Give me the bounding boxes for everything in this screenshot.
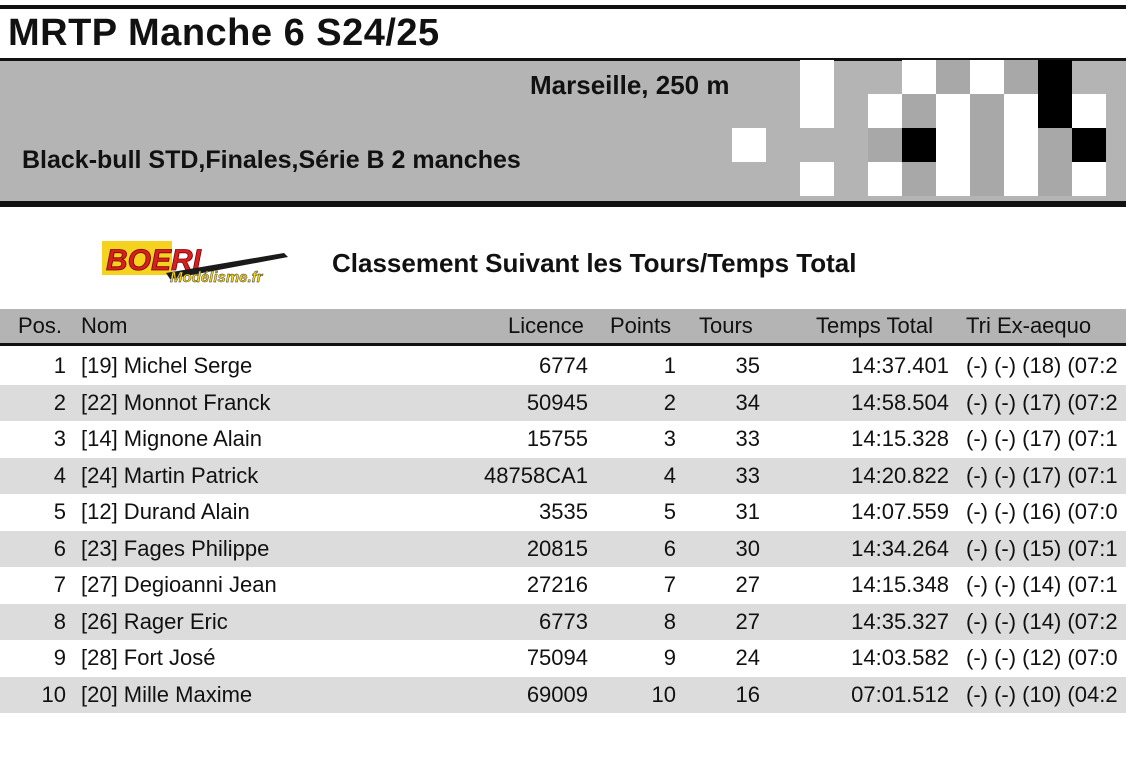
cell-tours: 33 <box>735 426 760 451</box>
cell-licence: 6773 <box>539 608 588 634</box>
checker-square <box>936 60 970 94</box>
cell-pos: 9 <box>53 645 66 670</box>
cell-points: 1 <box>663 353 676 378</box>
cell-nom: [19] Michel Serge <box>81 353 253 378</box>
checker-square <box>1038 128 1072 162</box>
cell-licence: 69009 <box>526 681 588 707</box>
cell-tri: (-) (-) (14) (07:2 <box>966 608 1118 634</box>
checker-square <box>868 94 902 128</box>
cell-licence: 27216 <box>526 572 588 597</box>
cell-points: 9 <box>663 645 676 670</box>
checker-square <box>936 162 970 196</box>
checker-square <box>732 128 766 162</box>
checker-square <box>1004 162 1038 196</box>
cell-temps: 14:58.504 <box>851 389 949 415</box>
cell-nom: [26] Rager Eric <box>81 608 228 634</box>
cell-tri: (-) (-) (12) (07:0 <box>966 645 1118 670</box>
cell-pos: 7 <box>53 572 66 597</box>
cell-tri: (-) (-) (15) (07:1 <box>966 535 1118 561</box>
checker-square <box>868 128 902 162</box>
cell-temps: 14:03.582 <box>851 645 949 670</box>
checker-square <box>1038 60 1072 94</box>
cell-temps: 14:20.822 <box>851 462 949 488</box>
cell-points: 8 <box>663 608 676 634</box>
cell-pos: 5 <box>53 499 66 524</box>
cell-licence: 15755 <box>526 426 588 451</box>
cell-temps: 07:01.512 <box>851 681 949 707</box>
cell-nom: [24] Martin Patrick <box>81 462 259 488</box>
race-location: Marseille, 250 m <box>530 70 730 100</box>
checker-square <box>970 60 1004 94</box>
logo-tagline: Modélisme.fr <box>170 269 263 285</box>
checker-square <box>902 60 936 94</box>
cell-temps: 14:35.327 <box>851 608 949 634</box>
checker-square <box>1072 128 1106 162</box>
table-row <box>0 677 1126 713</box>
cell-pos: 4 <box>53 462 66 488</box>
cell-tours: 31 <box>735 499 760 524</box>
checker-square <box>800 162 834 196</box>
cell-licence: 6774 <box>539 353 588 378</box>
col-nom: Nom <box>81 313 128 338</box>
checker-square <box>800 94 834 128</box>
table-row <box>0 458 1126 494</box>
cell-temps: 14:07.559 <box>851 499 949 524</box>
cell-points: 3 <box>663 426 676 451</box>
table-row <box>0 567 1126 603</box>
checker-square <box>936 94 970 128</box>
cell-licence: 48758CA1 <box>484 462 588 488</box>
checker-square <box>868 162 902 196</box>
cell-temps: 14:15.328 <box>851 426 949 451</box>
checker-square <box>1072 94 1106 128</box>
checker-square <box>1038 94 1072 128</box>
checker-square <box>1004 94 1038 128</box>
ranking-subtitle: Classement Suivant les Tours/Temps Total <box>332 248 857 278</box>
cell-points: 5 <box>663 499 676 524</box>
checker-square <box>970 128 1004 162</box>
col-tours: Tours <box>699 313 753 338</box>
cell-nom: [27] Degioanni Jean <box>81 572 277 597</box>
boeri-logo <box>102 237 292 285</box>
table-row <box>0 604 1126 640</box>
cell-tours: 27 <box>735 572 760 597</box>
cell-temps: 14:15.348 <box>851 572 949 597</box>
checker-square <box>970 162 1004 196</box>
cell-points: 4 <box>663 462 676 488</box>
cell-tours: 30 <box>735 535 760 561</box>
cell-pos: 2 <box>53 389 66 415</box>
checker-square <box>902 94 936 128</box>
cell-nom: [14] Mignone Alain <box>81 426 263 451</box>
col-temps: Temps Total <box>816 313 933 338</box>
col-licence: Licence <box>508 313 584 338</box>
cell-nom: [28] Fort José <box>81 645 216 670</box>
cell-pos: 1 <box>53 353 66 378</box>
page-title: MRTP Manche 6 S24/25 <box>8 12 440 54</box>
cell-tours: 16 <box>735 681 760 707</box>
cell-licence: 50945 <box>526 389 588 415</box>
race-category: Black-bull STD,Finales,Série B 2 manches <box>22 146 521 174</box>
checker-square <box>970 94 1004 128</box>
checker-square <box>1004 60 1038 94</box>
cell-tours: 34 <box>735 389 760 415</box>
col-pos: Pos. <box>18 313 63 338</box>
checker-square <box>1038 162 1072 196</box>
col-tri: Tri Ex-aequo <box>966 313 1092 338</box>
cell-nom: [22] Monnot Franck <box>81 389 271 415</box>
cell-nom: [20] Mille Maxime <box>81 681 253 707</box>
checker-square <box>902 162 936 196</box>
cell-tri: (-) (-) (16) (07:0 <box>966 499 1118 524</box>
cell-tri: (-) (-) (17) (07:1 <box>966 426 1118 451</box>
cell-licence: 3535 <box>539 499 588 524</box>
checker-square <box>902 128 936 162</box>
cell-pos: 3 <box>53 426 66 451</box>
cell-temps: 14:37.401 <box>851 353 949 378</box>
checker-square <box>1004 128 1038 162</box>
checkered-flag-pattern <box>730 58 1126 200</box>
cell-tours: 35 <box>735 353 760 378</box>
table-row <box>0 348 1126 384</box>
table-row <box>0 494 1126 530</box>
top-rule <box>0 5 1126 9</box>
cell-pos: 8 <box>53 608 66 634</box>
cell-tours: 27 <box>735 608 760 634</box>
cell-tri: (-) (-) (18) (07:2 <box>966 353 1118 378</box>
cell-temps: 14:34.264 <box>851 535 949 561</box>
cell-tri: (-) (-) (17) (07:2 <box>966 389 1118 415</box>
cell-points: 2 <box>663 389 676 415</box>
col-points: Points <box>610 313 672 338</box>
cell-nom: [12] Durand Alain <box>81 499 250 524</box>
table-row <box>0 385 1126 421</box>
cell-tri: (-) (-) (17) (07:1 <box>966 462 1118 488</box>
table-row <box>0 421 1126 457</box>
cell-licence: 20815 <box>526 535 588 561</box>
cell-points: 10 <box>651 681 676 707</box>
table-row <box>0 531 1126 567</box>
cell-tri: (-) (-) (10) (04:2 <box>966 681 1118 707</box>
cell-licence: 75094 <box>526 645 588 670</box>
cell-nom: [23] Fages Philippe <box>81 535 270 561</box>
cell-points: 6 <box>663 535 676 561</box>
checker-square <box>800 60 834 94</box>
cell-pos: 6 <box>53 535 66 561</box>
cell-tours: 33 <box>735 462 760 488</box>
logo-wordmark: BOERI <box>106 244 202 277</box>
cell-tri: (-) (-) (14) (07:1 <box>966 572 1118 597</box>
checker-square <box>1072 162 1106 196</box>
table-row <box>0 640 1126 676</box>
cell-points: 7 <box>663 572 676 597</box>
title-bar <box>0 0 1126 60</box>
checker-square <box>936 128 970 162</box>
cell-pos: 10 <box>41 681 66 707</box>
table-header <box>0 309 1126 346</box>
cell-tours: 24 <box>735 645 760 670</box>
